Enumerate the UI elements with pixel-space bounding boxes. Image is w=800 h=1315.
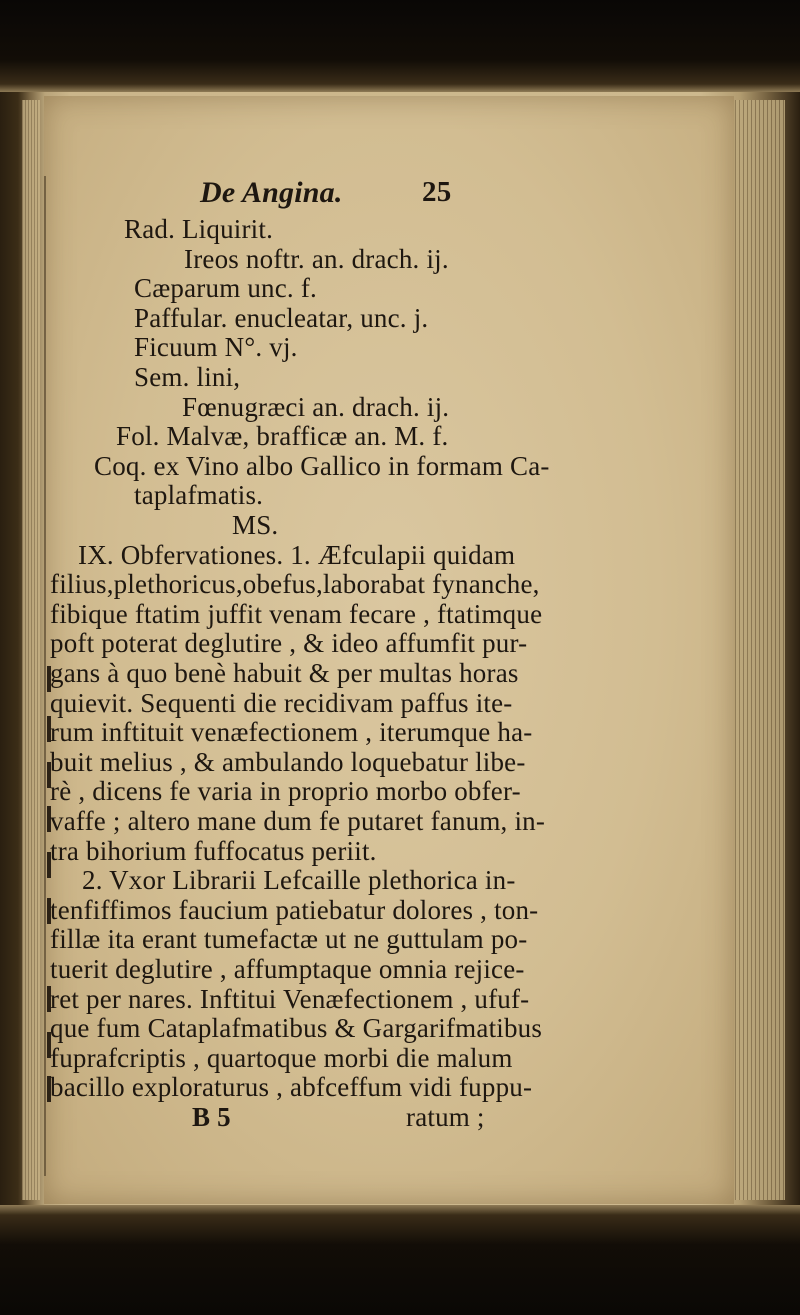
text-line: quievit. Sequenti die recidivam paffus ite- bbox=[50, 687, 513, 718]
text-line: gans à quo benè habuit & per multas horas bbox=[50, 658, 519, 688]
text-line: Ireos noftr. an. drach. ij. bbox=[184, 243, 449, 274]
text-line: Ficuum N°. vj. bbox=[134, 332, 298, 363]
right-page-edges bbox=[735, 100, 785, 1200]
text-line: Coq. ex Vino albo Gallico in formam Ca- bbox=[94, 450, 550, 481]
catchword: ratum ; bbox=[406, 1102, 485, 1132]
text-line: ret per nares. Inftitui Venæfectionem , ufuf- bbox=[50, 983, 530, 1014]
text-line: que fum Cataplafmatibus & Gargarifmatibus bbox=[50, 1013, 543, 1044]
left-page-edges bbox=[22, 100, 40, 1200]
text-line: Fol. Malvæ, brafficæ an. M. f. bbox=[116, 421, 449, 452]
text-line: tenfiffimos faucium patiebatur dolores , ton- bbox=[50, 894, 539, 925]
signature-mark: B 5 bbox=[192, 1102, 231, 1132]
text-line: fibique ftatim juffit venam fecare , ftatimque bbox=[50, 598, 543, 629]
text-line: fuprafcriptis , quartoque morbi die malum bbox=[50, 1042, 513, 1073]
text-line: filius,plethoricus,obefus,laborabat fynanche, bbox=[50, 569, 540, 600]
text-line: IX. Obfervationes. 1. Æfculapii quidam bbox=[78, 539, 516, 570]
page bbox=[44, 96, 734, 1204]
page-number: 25 bbox=[422, 176, 452, 208]
text-line: rum inftituit venæfectionem , iterumque ha- bbox=[50, 717, 533, 748]
text-line: rè , dicens fe varia in proprio morbo obfer- bbox=[50, 776, 521, 807]
text-line: MS. bbox=[232, 510, 279, 540]
text-line: Sem. lini, bbox=[134, 362, 241, 392]
text-line: fillæ ita erant tumefactæ ut ne guttulam po- bbox=[50, 924, 528, 955]
text-line: buit melius , & ambulando loquebatur libe- bbox=[50, 746, 526, 777]
gutter-rule bbox=[44, 176, 46, 1176]
scan-bottom-shadow bbox=[0, 1205, 800, 1315]
text-line: tra bihorium fuffocatus periit. bbox=[50, 835, 377, 866]
text-line: Rad. Liquirit. bbox=[124, 214, 274, 244]
text-line: Cæparum unc. f. bbox=[134, 273, 317, 304]
text-line: poft poterat deglutire , & ideo affumfit pur- bbox=[50, 628, 528, 659]
text-line: tuerit deglutire , affumptaque omnia rejice- bbox=[50, 954, 525, 984]
text-line: 2. Vxor Librarii Lefcaille plethorica in- bbox=[82, 865, 516, 896]
text-line: Paffular. enucleatar, unc. j. bbox=[134, 302, 429, 333]
text-line: taplafmatis. bbox=[134, 480, 264, 511]
scan-top-shadow bbox=[0, 0, 800, 92]
text-line: Fœnugræci an. drach. ij. bbox=[182, 391, 450, 422]
text-line: vaffe ; altero mane dum fe putaret fanum, in- bbox=[50, 806, 546, 836]
running-title: De Angina. bbox=[200, 176, 343, 209]
text-line: bacillo exploraturus , abfceffum vidi fuppu- bbox=[50, 1072, 533, 1103]
